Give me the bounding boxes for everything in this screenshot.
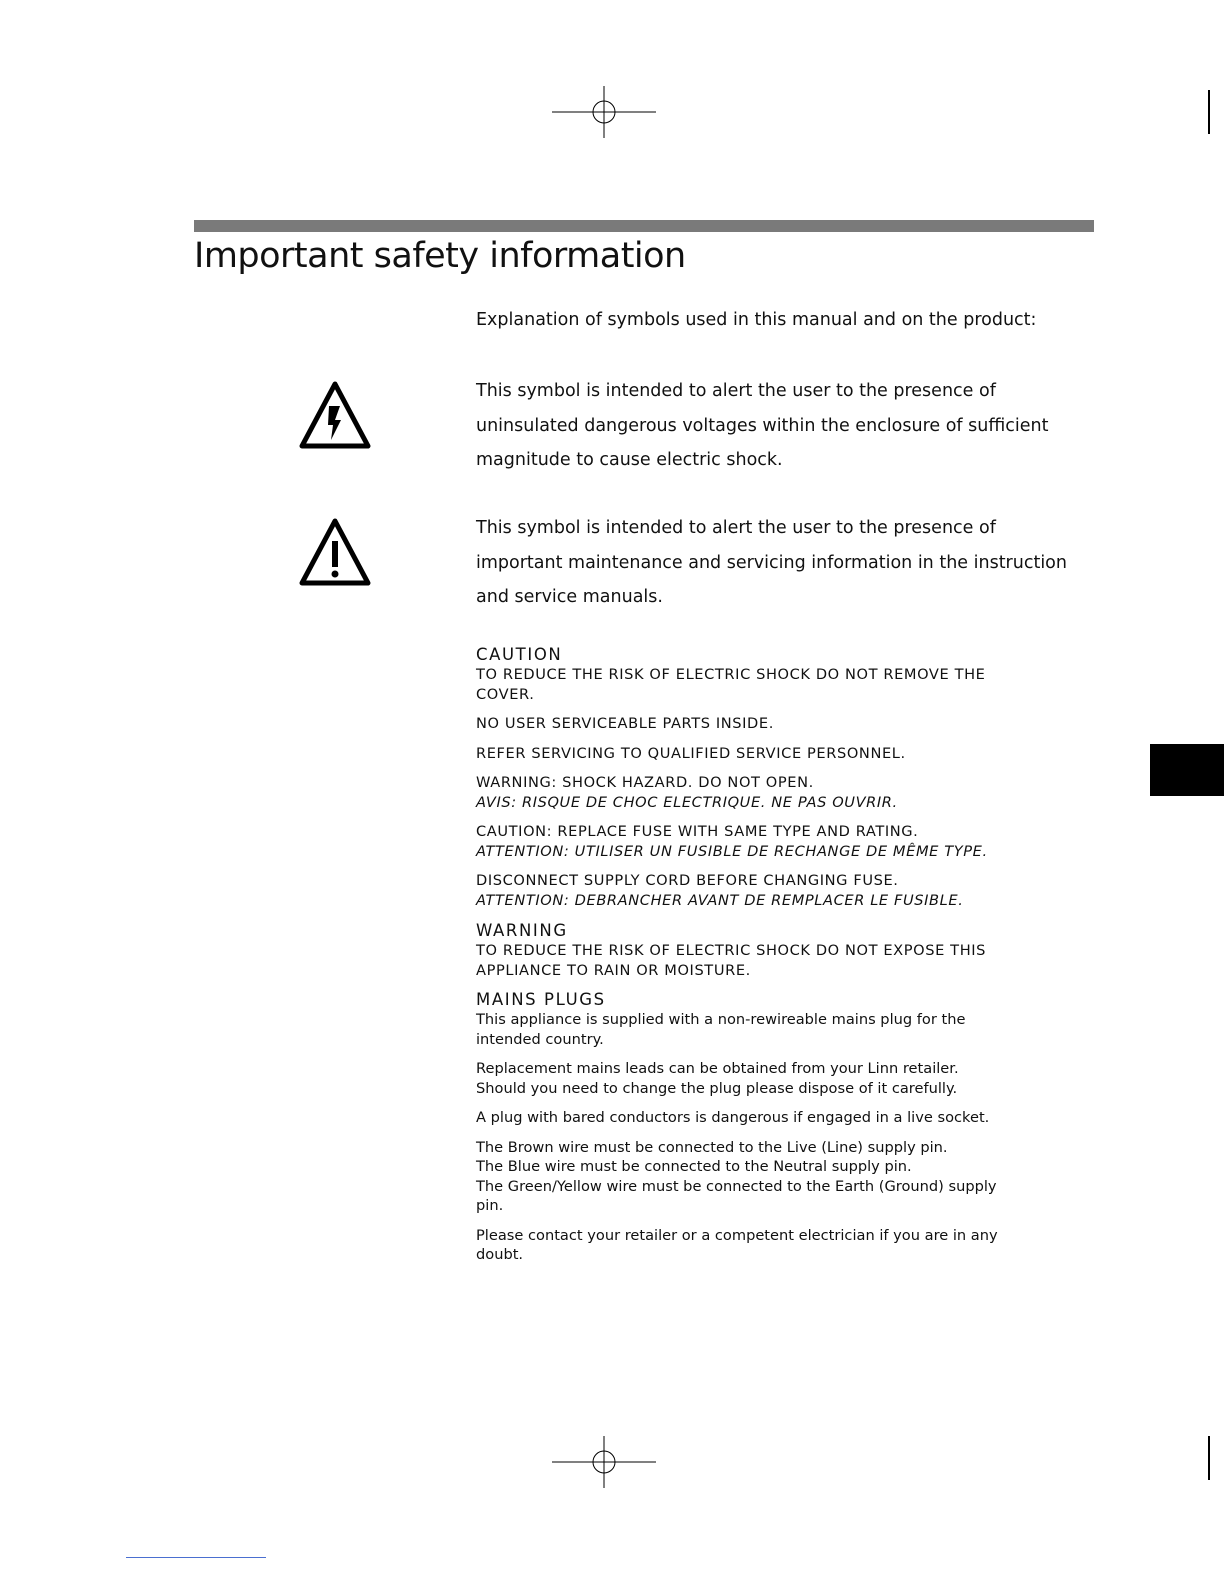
crop-mark-bottom-right bbox=[1208, 1436, 1210, 1480]
text-line-en: CAUTION: REPLACE FUSE WITH SAME TYPE AND RATING. bbox=[476, 823, 919, 840]
text-line: TO REDUCE THE RISK OF ELECTRIC SHOCK DO NOT EXPOSE THIS bbox=[476, 942, 987, 959]
warning-section bbox=[476, 921, 1076, 990]
mains-replacement-leads bbox=[476, 1059, 1076, 1098]
text-line: TO REDUCE THE RISK OF ELECTRIC SHOCK DO NOT REMOVE THE bbox=[476, 666, 986, 683]
mains-plugs-heading: MAINS PLUGS bbox=[476, 990, 606, 1009]
text-line-en: DISCONNECT SUPPLY CORD BEFORE CHANGING FUSE. bbox=[476, 872, 899, 889]
caution-supply-cord bbox=[476, 871, 1076, 910]
caution-no-parts: NO USER SERVICEABLE PARTS INSIDE. bbox=[476, 715, 774, 732]
caution-cover bbox=[476, 665, 1076, 704]
text-line: magnitude to cause electric shock. bbox=[476, 450, 783, 470]
chapter-thumb-tab bbox=[1150, 744, 1224, 796]
text-line: uninsulated dangerous voltages within the enclosure of sufficient bbox=[476, 415, 1049, 436]
text-line: and service manuals. bbox=[476, 587, 663, 607]
symbols-intro: Explanation of symbols used in this manual and on the product: bbox=[476, 310, 1037, 330]
text-line: The Brown wire must be connected to the Live (Line) supply pin. bbox=[476, 1138, 948, 1156]
mains-supplied-plug bbox=[476, 1010, 1076, 1049]
mains-contact-retailer bbox=[476, 1226, 1076, 1265]
caution-shock-hazard bbox=[476, 773, 1076, 812]
footer-rule bbox=[126, 1557, 266, 1558]
warning-heading: WARNING bbox=[476, 921, 568, 940]
text-line-fr: ATTENTION: DEBRANCHER AVANT DE REMPLACER LE FUSIBLE. bbox=[476, 891, 964, 909]
text-line: This symbol is intended to alert the user to the presence of bbox=[476, 518, 996, 538]
mains-wiring bbox=[476, 1138, 1076, 1216]
registration-mark-top bbox=[550, 86, 658, 138]
warning-rain-moisture bbox=[476, 941, 1076, 980]
text-line: Please contact your retailer or a competent electrician if you are in any bbox=[476, 1226, 998, 1244]
text-line: Replacement mains leads can be obtained from your Linn retailer. bbox=[476, 1060, 959, 1077]
text-line: COVER. bbox=[476, 685, 535, 703]
text-line: APPLIANCE TO RAIN OR MOISTURE. bbox=[476, 961, 751, 979]
text-line: The Blue wire must be connected to the Neutral supply pin. bbox=[476, 1158, 912, 1175]
symbol-description-voltage bbox=[476, 374, 1096, 478]
mains-bared-conductors: A plug with bared conductors is dangerous if engaged in a live socket. bbox=[476, 1109, 990, 1126]
text-line: Should you need to change the plug please dispose of it carefully. bbox=[476, 1079, 958, 1097]
text-line: This symbol is intended to alert the user to the presence of bbox=[476, 381, 996, 401]
text-line: important maintenance and servicing information in the instruction bbox=[476, 552, 1067, 573]
crop-mark-top-right bbox=[1208, 90, 1210, 134]
text-line: This appliance is supplied with a non-rewireable mains plug for the bbox=[476, 1011, 966, 1028]
mains-plugs-section bbox=[476, 990, 1076, 1275]
text-line-en: WARNING: SHOCK HAZARD. DO NOT OPEN. bbox=[476, 774, 814, 791]
text-line: intended country. bbox=[476, 1030, 604, 1048]
text-line: The Green/Yellow wire must be connected to the Earth (Ground) supply bbox=[476, 1177, 997, 1195]
caution-heading: CAUTION bbox=[476, 645, 563, 664]
title-rule-bar bbox=[194, 220, 1094, 232]
text-line: pin. bbox=[476, 1197, 504, 1214]
text-line-fr: ATTENTION: UTILISER UN FUSIBLE DE RECHANGE DE MÊME TYPE. bbox=[476, 842, 988, 860]
text-line-fr: AVIS: RISQUE DE CHOC ELECTRIQUE. NE PAS OUVRIR. bbox=[476, 793, 898, 811]
caution-section bbox=[476, 645, 1076, 920]
text-line: doubt. bbox=[476, 1246, 524, 1263]
exclamation-triangle-icon bbox=[298, 517, 372, 587]
symbol-description-maintenance bbox=[476, 511, 1096, 615]
page-title: Important safety information bbox=[194, 236, 686, 276]
caution-fuse bbox=[476, 822, 1076, 861]
caution-refer-servicing: REFER SERVICING TO QUALIFIED SERVICE PERSONNEL. bbox=[476, 744, 906, 762]
lightning-bolt-triangle-icon bbox=[298, 380, 372, 450]
registration-mark-bottom bbox=[550, 1436, 658, 1488]
